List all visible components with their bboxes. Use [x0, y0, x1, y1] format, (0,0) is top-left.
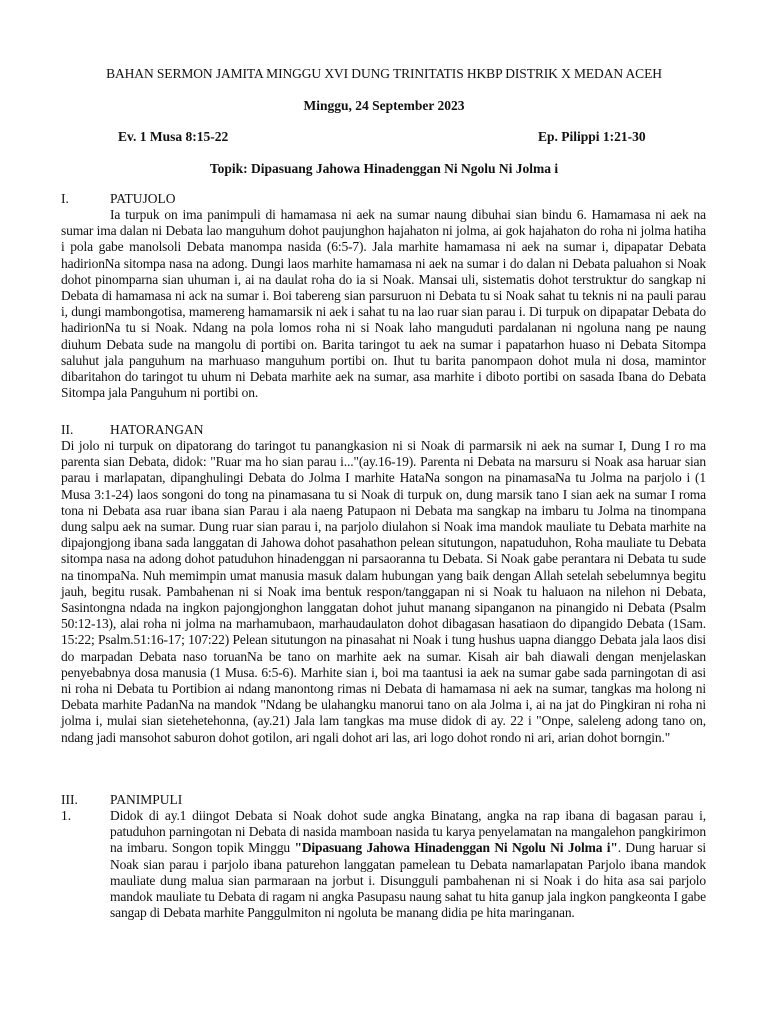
list-item-text-part: . Dung haruar si Noak sian parau i parjolo ibana paturehon langgatan pamelean tu Debata namarlapatan Parjolo ibana mandok mauliate dung malua sian parmaraan na jorbut i. Disungguli pambahenan ni si Noak i do hita asa sai parjolo mandok mauliate tu Debata di ragam ni angka Pasupasu naung sahat tu hita ganup jala ingkon pangkeonta I gabe sangap di Debata marhite Panggulmiton ni ngoluta be manang didia pe hita maringanan.: [110, 840, 706, 921]
section-heading: [61, 422, 706, 438]
section-heading: [61, 191, 706, 207]
section-heading: [61, 792, 706, 808]
section-panimpuli: [61, 792, 706, 921]
section-title: HATORANGAN: [110, 422, 204, 437]
list-item-text-part: Didok di ay.1 diingot Debata si Noak dohot sude angka Binatang, angka na rap ibana di bagasan parau i, patuduhon parningotan ni Debata di nasida mamboan nasida tu karya penyelamatan na mangalehon pangkirimon na imbaru. Songon topik Minggu: [110, 808, 706, 856]
list-item-number: 1.: [61, 808, 72, 823]
epistle-reading: Ep. Pilippi 1:21-30: [538, 129, 646, 144]
section-patujolo: [61, 191, 706, 401]
section-body: Ia turpuk on ima panimpuli di hamamasa ni aek na sumar naung dibuhai sian bindu 6. Hamamasa ni aek na sumar ima dalan ni Debata lao manguhum dohot paujunghon hajahaton ni jolma, ai gok hajahaton do roha ni jolma hatiha i pola gabe manolsoli Debata manompa nasida (6:5-7). Jala marhite hamamasa ni aek na sumar i, dipapatar Debata hadirionNa sitompa nasa na adong. Dungi laos marhite hamamasa ni aek na sumar i do dalan ni Debata paluahon si Noak dohot pinomparna sian uhuman i, ai na daulat roha do ia si Noak. Mansai uli, sistematis dohot terstruktur do sangkap ni Debata di hamamasa ni ack na sumar i. Boi tabereng sian parsuruon ni Debata tu si Noak sahat tu teknis ni na pauli parau i, dungi mambongotisa, mamereng hamamarsik ni aek i sahat tu na lao ruar sian parau i. Di turpuk on dipapatar Debata do hadirionNa tu si Noak. Ndang na pola lomos roha ni si Noak laho manguduti pardalanan ni ngoluna nang pe naung diuhum Debata sude na mangolu di portibi on. Barita taringot tu aek na sumar i papatarhon huaso ni Debata Sitompa saluhut jala panguhum na marhuaso manguhum portibi on. Ihut tu barita panompaon dohot mula ni dosa, mamintor dibaritahon do taringot tu uhum ni Debata marhite aek na sumar, asa marhite i diboto portibi on sasada Ibana do Debata Sitompa jala Panguhum ni portibi on.: [61, 207, 706, 401]
section-body: Di jolo ni turpuk on dipatorang do taringot tu panangkasion ni si Noak di parmarsik ni aek na sumar I, Dung I ro ma parenta sian Debata, didok: "Ruar ma ho sian parau i..."(ay.16-19). Parenta ni Debata na marsuru si Noak asa haruar sian parau i marlapatan, dipanghulingi Debata do Jolma I marhite HataNa songon na pinamasaNa tu Jolma na parjolo i (1 Musa 3:1-24) laos songoni do tong na pinamasana tu si Noak di turpuk on, dung marsik tano I sian aek na sumar I roma tona ni Debata asa ruar ibana sian Parau i ala naeng Patupaon ni Debata ma sangkap na imbaru tu Jolma na tinompana dung salpu aek na sumar. Dung ruar sian parau i, na parjolo diulahon si Noak ima mandok mauliate tu Debata marhite na dipajongjong ibana sada langgatan di Jahowa dohot pasahathon pelean situtungon, napatuduhon, Roha mauliate tu Debata sitompa nasa na adong dohot patuduhon hinadenggan ni parsaoranna tu Debata. Si Noak gabe perantara ni Debata tu sude na tinompaNa. Nuh memimpin umat manusia masuk dalam hubungan yang baik dengan Allah setelah sebelumnya begitu jauh, begitu rusak. Pambahenan ni si Noak ima bentuk respon/tanggapan ni si Noak tu haluaon na nilehon ni Debata, Sasintongna ndada na ingkon pajongjonghon langgatan dohot juhut manang sipanganon na pinangido ni Debata (Psalm 50:12-13), alai roha ni jolma na marhamubaon, marhaudaulaton dohot dibagasan hasatiaon do dipangido Debata (1Sam. 15:22; Psalm.51:16-17; 107:22) Pelean situtungon na pinasahat ni Noak i tung hushus uapna dianggo Debata jala laos disi do marpadan Debata naso toruanNa be tano on marhite aek na sumar. Kisah air bah diawali dengan menjelaskan penyebabnya dosa manusia (1 Musa. 6:5-6). Marhite sian i, boi ma taantusi ia aek na sumar gabe sada parningotan di asi ni roha ni Debata tu Portibion ai ndang manontong rimas ni Debata di hamamasa ni aek na sumar, tangkas ma holong ni Debata marhite PadanNa na mandok "Ndang be ulahangku manorui tano on ala Jolma i, ai na jat do Pingkiran ni roha ni jolma i, mulai sian sietehetehonna, (ay.21) Jala lam tangkas ma muse didok di ay. 22 i "Onpe, saleleng adong tano on, ndang jadi mansohot saburon dohot gotilon, ari ngali dohot ari las, ari logo dohot rondo ni ari, arian dohot borngin.": [61, 438, 706, 745]
section-number: III.: [61, 792, 78, 807]
section-title: PATUJOLO: [110, 191, 176, 206]
gospel-reading: Ev. 1 Musa 8:15-22: [118, 129, 229, 144]
section-number: II.: [61, 422, 74, 437]
list-item: [61, 808, 706, 921]
sermon-date: Minggu, 24 September 2023: [303, 98, 465, 113]
section-hatorangan: [61, 422, 706, 746]
document-header: BAHAN SERMON JAMITA MINGGU XVI DUNG TRINITATIS HKBP DISTRIK X MEDAN ACEH: [106, 66, 662, 81]
sermon-topic: Topik: Dipasuang Jahowa Hinadenggan Ni Ngolu Ni Jolma i: [209, 161, 559, 176]
list-item-text: [110, 808, 706, 921]
section-number: I.: [61, 191, 69, 206]
section-title: PANIMPULI: [110, 792, 183, 807]
list-item-topic-emphasis: "Dipasuang Jahowa Hinadenggan Ni Ngolu Ni Jolma i": [294, 840, 618, 856]
